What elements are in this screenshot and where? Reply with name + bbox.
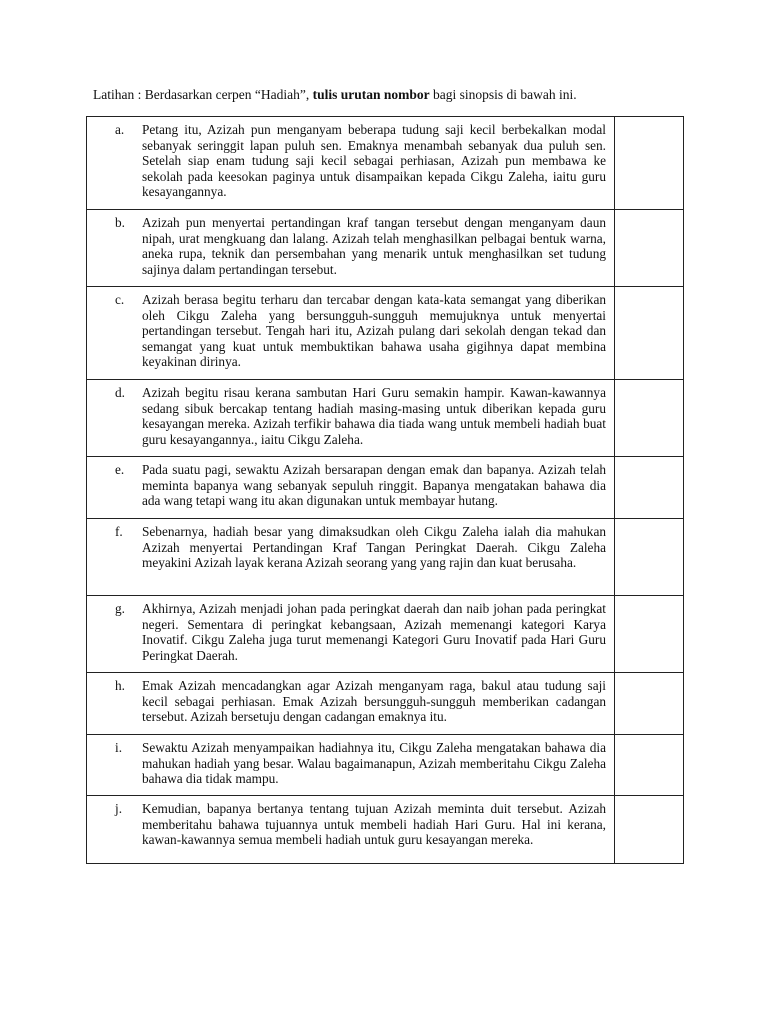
- synopsis-text-cell: [87, 380, 615, 457]
- synopsis-row: [87, 735, 684, 796]
- item-text: Emak Azizah mencadangkan agar Azizah menganyam raga, bakul atau tudung saji kecil sebagai perhiasan. Emak Azizah bersungguh-sungguh memberikan cadangan tersebut. Azizah bersetuju dengan cadangan emaknya itu.: [142, 678, 606, 725]
- synopsis-item: [87, 596, 614, 670]
- synopsis-row: [87, 380, 684, 457]
- answer-box[interactable]: [615, 735, 684, 796]
- item-letter: a.: [115, 122, 125, 137]
- synopsis-row: [87, 596, 684, 673]
- synopsis-item: [87, 210, 614, 284]
- answer-box[interactable]: [615, 796, 684, 864]
- instruction-prefix: Latihan : Berdasarkan cerpen “Hadiah”,: [93, 87, 313, 102]
- synopsis-item: [87, 673, 614, 732]
- synopsis-table-body: [87, 117, 684, 864]
- synopsis-text-cell: [87, 117, 615, 210]
- answer-box[interactable]: [615, 519, 684, 596]
- item-letter: b.: [115, 215, 125, 230]
- answer-box[interactable]: [615, 596, 684, 673]
- item-text: Azizah berasa begitu terharu dan tercabar dengan kata-kata semangat yang diberikan oleh Cikgu Zaleha yang bersungguh-sungguh memujuknya untuk menyertai pertandingan tersebut. Tengah hari itu, Azizah pulang dari sekolah dengan tekad dan semangat yang kuat untuk membuktikan bahawa usaha gigihnya dapat membina keyakinan dirinya.: [142, 292, 606, 370]
- synopsis-item: [87, 796, 614, 855]
- synopsis-row: [87, 117, 684, 210]
- synopsis-text-cell: [87, 735, 615, 796]
- instruction-bold: tulis urutan nombor: [312, 87, 430, 102]
- item-text: Sewaktu Azizah menyampaikan hadiahnya itu, Cikgu Zaleha mengatakan bahawa dia mahukan hadiah yang besar. Walau bagaimanapun, Azizah memberitahu Cikgu Zaleha bahawa dia tidak mampu.: [142, 740, 606, 787]
- item-text: Azizah pun menyertai pertandingan kraf tangan tersebut dengan menganyam daun nipah, urat mengkuang dan lalang. Azizah telah menghasilkan pelbagai bentuk warna, aneka rupa, teknik dan persembahan yang menarik untuk menghasilkan set tudung sajinya dalam pertandingan tersebut.: [142, 215, 606, 277]
- item-text: Petang itu, Azizah pun menganyam beberapa tudung saji kecil berbekalkan modal sebanyak seringgit lapan puluh sen. Emaknya menambah sebanyak dua puluh sen. Setelah siap enam tudung saji kecil sebagai perhiasan, Azizah pun membawa ke sekolah pada keesokan paginya untuk disampaikan kepada Cikgu Zaleha, iaitu guru kesayangannya.: [142, 122, 606, 200]
- answer-box[interactable]: [615, 673, 684, 735]
- item-text: Azizah begitu risau kerana sambutan Hari Guru semakin hampir. Kawan-kawannya sedang sibuk bercakap tentang hadiah masing-masing untuk diberikan kepada guru kesayangan mereka. Azizah terfikir bahawa dia tiada wang untuk membeli hadiah buat guru kesayangannya., iaitu Cikgu Zaleha.: [142, 385, 606, 447]
- answer-box[interactable]: [615, 457, 684, 519]
- synopsis-text-cell: [87, 210, 615, 287]
- answer-box[interactable]: [615, 287, 684, 380]
- item-letter: d.: [115, 385, 125, 400]
- synopsis-text-cell: [87, 519, 615, 596]
- item-text: Kemudian, bapanya bertanya tentang tujuan Azizah meminta duit tersebut. Azizah memberitahu bahawa tujuannya untuk membeli hadiah Hari Guru. Hal ini kerana, kawan-kawannya semua membeli hadiah untuk guru kesayangan mereka.: [142, 801, 606, 848]
- synopsis-item: [87, 519, 614, 578]
- synopsis-text-cell: [87, 796, 615, 864]
- item-text: Sebenarnya, hadiah besar yang dimaksudkan oleh Cikgu Zaleha ialah dia mahukan Azizah menyertai Pertandingan Kraf Tangan Peringkat Daerah. Cikgu Zaleha meyakini Azizah layak kerana Azizah seorang yang yang rajin dan kuat berusaha.: [142, 524, 606, 571]
- synopsis-row: [87, 519, 684, 596]
- item-letter: j.: [115, 801, 123, 816]
- item-letter: e.: [115, 462, 125, 477]
- item-text: Pada suatu pagi, sewaktu Azizah bersarapan dengan emak dan bapanya. Azizah telah meminta bapanya wang sebanyak sepuluh ringgit. Bapanya mengatakan bahawa dia ada wang tetapi wang itu akan digunakan untuk membayar hutang.: [142, 462, 606, 509]
- answer-box[interactable]: [615, 380, 684, 457]
- item-letter: g.: [115, 601, 125, 616]
- synopsis-item: [87, 735, 614, 794]
- answer-box[interactable]: [615, 117, 684, 210]
- synopsis-row: [87, 673, 684, 735]
- item-letter: h.: [115, 678, 125, 693]
- synopsis-table: [86, 116, 684, 864]
- item-letter: f.: [115, 524, 123, 539]
- synopsis-item: [87, 380, 614, 454]
- item-letter: i.: [115, 740, 123, 755]
- instruction-line: [93, 86, 577, 104]
- synopsis-row: [87, 287, 684, 380]
- instruction-suffix: bagi sinopsis di bawah ini.: [429, 87, 577, 102]
- item-text: Akhirnya, Azizah menjadi johan pada peringkat daerah dan naib johan pada peringkat negeri. Sementara di peringkat kebangsaan, Azizah memenangi kategori Karya Inovatif. Cikgu Zaleha juga turut memenangi Kategori Guru Inovatif pada Hari Guru Peringkat Daerah.: [142, 601, 606, 663]
- synopsis-text-cell: [87, 596, 615, 673]
- synopsis-item: [87, 117, 614, 207]
- synopsis-text-cell: [87, 287, 615, 380]
- synopsis-text-cell: [87, 673, 615, 735]
- synopsis-row: [87, 457, 684, 519]
- item-letter: c.: [115, 292, 125, 307]
- synopsis-row: [87, 210, 684, 287]
- synopsis-item: [87, 457, 614, 516]
- synopsis-text-cell: [87, 457, 615, 519]
- answer-box[interactable]: [615, 210, 684, 287]
- synopsis-row: [87, 796, 684, 864]
- synopsis-item: [87, 287, 614, 377]
